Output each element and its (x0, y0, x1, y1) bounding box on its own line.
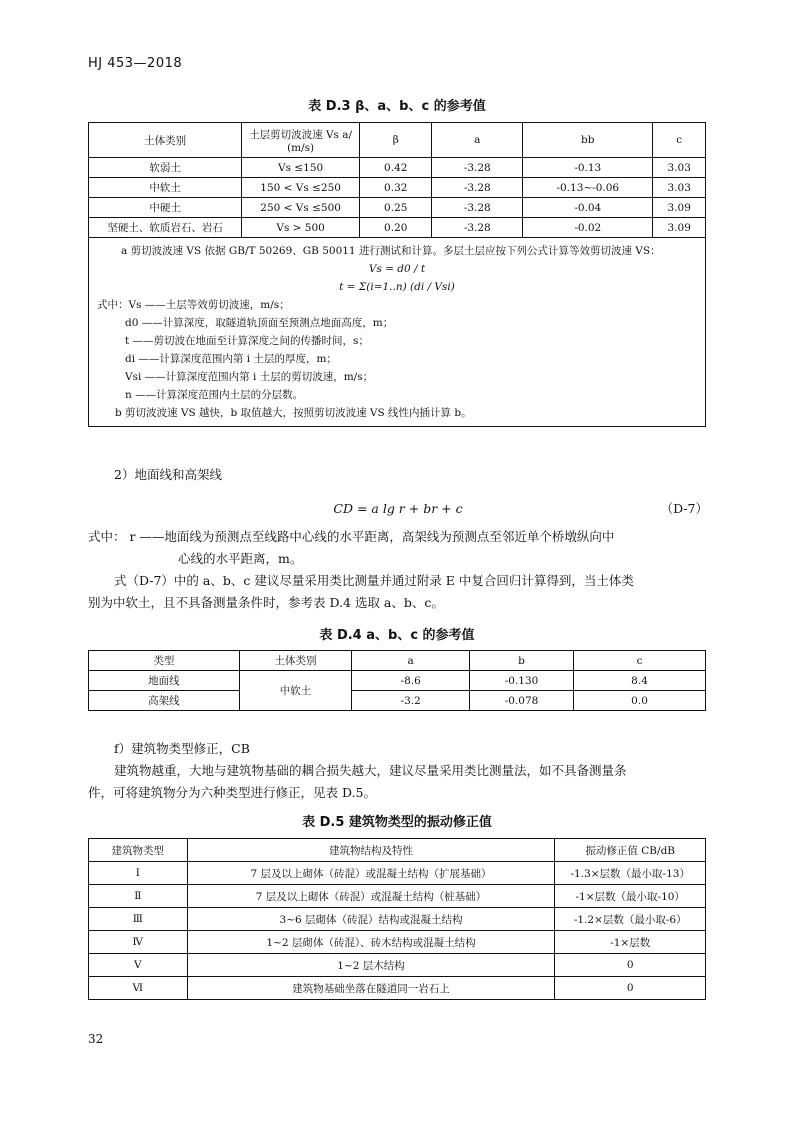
document-header: HJ 453—2018 (88, 56, 183, 71)
table-cell: Ⅰ (89, 862, 188, 885)
table-cell: Ⅵ (89, 977, 188, 1000)
table-header: 土体类别 (89, 123, 242, 158)
table-row (89, 158, 706, 178)
definition-r-line2: 心线的水平距离，m。 (178, 551, 303, 566)
table-cell: -3.28 (432, 178, 523, 198)
table-header: bb (523, 123, 653, 158)
table-row (89, 908, 706, 931)
section-heading: f）建筑物类型修正，CB (114, 741, 250, 756)
table-cell: 地面线 (89, 671, 240, 691)
table-header: c (574, 651, 706, 671)
table-header: c (653, 123, 706, 158)
table-cell: Ⅲ (89, 908, 188, 931)
table-row (89, 977, 706, 1000)
table-cell: Ⅳ (89, 931, 188, 954)
table-d3-caption: 表 D.3 β、a、b、c 的参考值 (308, 99, 486, 114)
table-header: 振动修正值 CB/dB (555, 839, 706, 862)
table-cell: 中硬土 (89, 198, 242, 218)
table-d5 (88, 838, 706, 1000)
table-cell: 0.42 (360, 158, 432, 178)
table-cell: 中软土 (89, 178, 242, 198)
table-cell: 0.25 (360, 198, 432, 218)
definition-line: d0 ——计算深度，取隧道轨顶面至预测点地面高度，m； (125, 317, 394, 329)
formula-t: t = Σ(i=1..n) (di / Vsi) (339, 281, 455, 293)
table-cell: -3.28 (432, 218, 523, 238)
table-cell: -8.6 (352, 671, 470, 691)
table-header: 土体类别 (239, 651, 352, 671)
definition-line: Vsi ——计算深度范围内第 i 土层的剪切波速，m/s； (125, 371, 374, 383)
table-row (89, 885, 706, 908)
table-cell: 3~6 层砌体（砖混）结构或混凝土结构 (187, 908, 555, 931)
definition-line: n ——计算深度范围内土层的分层数。 (125, 389, 304, 401)
table-cell: -3.2 (352, 691, 470, 711)
table-cell: -0.130 (470, 671, 574, 691)
table-cell: -1×层数 (555, 931, 706, 954)
table-cell: 0 (555, 954, 706, 977)
table-header: 土层剪切波波速 Vs a/ (m/s) (242, 123, 360, 158)
table-header: 建筑物结构及特性 (187, 839, 555, 862)
table-cell: -1.3×层数（最小取-13） (555, 862, 706, 885)
table-header: b (470, 651, 574, 671)
table-cell: 高架线 (89, 691, 240, 711)
table-cell: 建筑物基础坐落在隧道同一岩石上 (187, 977, 555, 1000)
table-cell: 7 层及以上砌体（砖混）或混凝土结构（桩基础） (187, 885, 555, 908)
table-cell: -0.078 (470, 691, 574, 711)
definition-r-line1: 式中： r ——地面线为预测点至线路中心线的水平距离，高架线为预测点至邻近单个桥墩纵向中 (88, 529, 615, 544)
table-row (89, 931, 706, 954)
table-cell: Ⅱ (89, 885, 188, 908)
table-header: 类型 (89, 651, 240, 671)
table-header: 建筑物类型 (89, 839, 188, 862)
paragraph-line: 别为中软土，且不具备测量条件时，参考表 D.4 选取 a、b、c。 (88, 595, 444, 610)
table-cell: 0 (555, 977, 706, 1000)
table-row (89, 671, 706, 691)
table-cell: 150 < Vs ≤250 (242, 178, 360, 198)
table-cell: 1~2 层木结构 (187, 954, 555, 977)
table-d4-caption: 表 D.4 a、b、c 的参考值 (319, 628, 475, 643)
table-cell: 7 层及以上砌体（砖混）或混凝土结构（扩展基础） (187, 862, 555, 885)
table-cell: 0.0 (574, 691, 706, 711)
table-cell: -0.04 (523, 198, 653, 218)
table-cell: -0.02 (523, 218, 653, 238)
note-a: a 剪切波波速 VS 依据 GB/T 50269、GB 50011 进行测试和计算。多层土层应按下列公式计算等效剪切波速 VS： (121, 245, 661, 257)
table-row (89, 954, 706, 977)
definition-line: t ——剪切波在地面至计算深度之间的传播时间，s； (125, 335, 369, 347)
table-cell: 3.03 (653, 158, 706, 178)
paragraph-line: 建筑物越重，大地与建筑物基础的耦合损失越大，建议尽量采用类比测量法，如不具备测量条 (114, 763, 627, 778)
table-cell: -1.2×层数（最小取-6） (555, 908, 706, 931)
table-cell: -0.13 (523, 158, 653, 178)
table-cell-soil: 中软土 (239, 671, 352, 711)
table-notes (89, 238, 706, 427)
table-cell: 坚硬土、软质岩石、岩石 (89, 218, 242, 238)
table-cell: 1~2 层砌体（砖混）、砖木结构或混凝土结构 (187, 931, 555, 954)
formula-vs: Vs = d0 / t (368, 263, 426, 275)
table-d5-caption: 表 D.5 建筑物类型的振动修正值 (302, 815, 492, 830)
paragraph-line: 式（D-7）中的 a、b、c 建议尽量采用类比测量并通过附录 E 中复合回归计算得到，当土体类 (114, 573, 634, 588)
table-cell: 8.4 (574, 671, 706, 691)
table-cell: 3.03 (653, 178, 706, 198)
table-header: β (360, 123, 432, 158)
table-cell: 250 < Vs ≤500 (242, 198, 360, 218)
definition-line: 式中：Vs ——土层等效剪切波速，m/s； (97, 299, 290, 311)
equation-d7: CD = a lg r + br + c (333, 501, 463, 516)
table-header: a (352, 651, 470, 671)
table-cell: -1×层数（最小取-10） (555, 885, 706, 908)
section-heading: 2）地面线和高架线 (114, 467, 222, 482)
table-cell: -0.13~-0.06 (523, 178, 653, 198)
table-row (89, 218, 706, 238)
table-row (89, 178, 706, 198)
table-cell: 3.09 (653, 218, 706, 238)
table-row (89, 691, 706, 711)
table-cell: Ⅴ (89, 954, 188, 977)
table-row (89, 198, 706, 218)
table-cell: Vs ≤150 (242, 158, 360, 178)
equation-number: （D-7） (660, 501, 708, 516)
table-cell: 3.09 (653, 198, 706, 218)
table-cell: 0.20 (360, 218, 432, 238)
table-cell: 软弱土 (89, 158, 242, 178)
table-d3 (88, 122, 706, 427)
table-d4 (88, 650, 706, 711)
table-header: a (432, 123, 523, 158)
table-cell: 0.32 (360, 178, 432, 198)
table-cell: Vs > 500 (242, 218, 360, 238)
page-number: 32 (88, 1032, 104, 1046)
table-row (89, 862, 706, 885)
note-b: b 剪切波波速 VS 越快，b 取值越大，按照剪切波波速 VS 线性内插计算 b。 (115, 407, 472, 419)
definition-line: di ——计算深度范围内第 i 土层的厚度，m； (125, 353, 337, 365)
table-cell: -3.28 (432, 158, 523, 178)
paragraph-line: 件，可将建筑物分为六种类型进行修正，见表 D.5。 (88, 785, 376, 800)
table-cell: -3.28 (432, 198, 523, 218)
